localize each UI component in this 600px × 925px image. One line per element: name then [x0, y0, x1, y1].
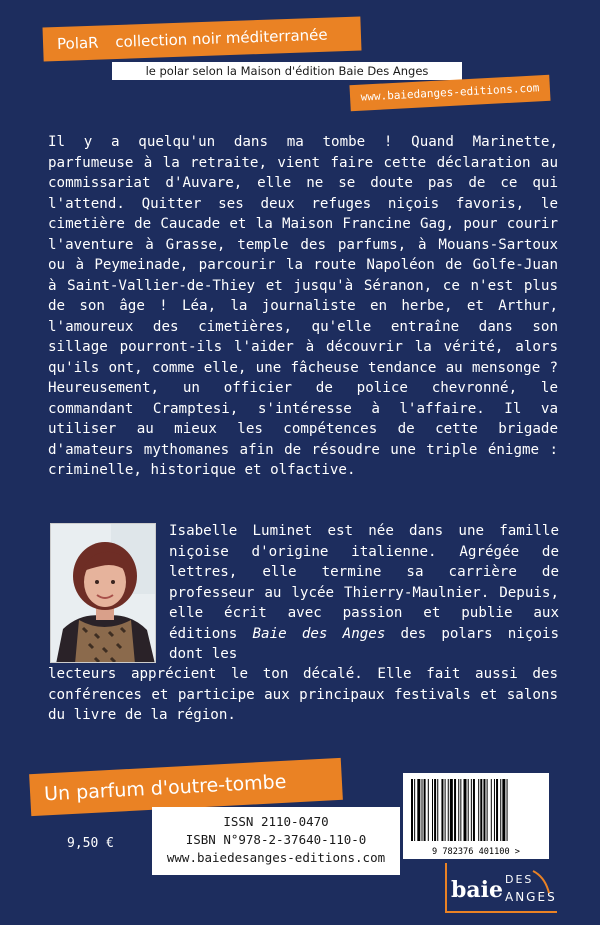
author-bio: [169, 521, 559, 665]
book-price: 9,50 €: [67, 836, 114, 851]
series-collection: collection noir méditerranée: [115, 25, 328, 52]
logo-line1: DES: [505, 873, 534, 886]
website-banner[interactable]: www.baiedanges-editions.com: [349, 75, 550, 111]
book-website[interactable]: www.baiedesanges-editions.com: [166, 850, 386, 865]
barcode: [403, 773, 549, 859]
book-issn: ISSN 2110-0470: [223, 814, 329, 829]
author-bio-part2: des polars niçois dont les: [169, 625, 559, 662]
publisher-logo: [445, 863, 557, 913]
publisher-tagline: le polar selon la Maison d'édition Baie Des Anges: [112, 62, 462, 80]
book-info-box: [152, 807, 400, 875]
book-title-banner: Un parfum d'outre-tombe: [29, 758, 343, 816]
logo-word: baie: [451, 877, 503, 903]
barcode-icon: [403, 773, 549, 845]
synopsis-text: Il y a quelqu'un dans ma tombe ! Quand Marinette, parfumeuse à la retraite, vient faire cette déclaration au commissariat d'Auvare, elle ne se doute pas de ce qui l'attend. Quitter ses deux refuges niçois favoris, le cimetière de Caucade et la Maison Francine Gag, pour courir l'aventure à Grasse, temple des parfums, à Mouans-Sartoux ou à Peymeinade, parcourir la route Napoléon de Golfe-Juan à Saint-Vallier-de-Thiey et jusqu'à Séranon, ce n'est plus de son âge ! Léa, la journaliste en herbe, et Arthur, l'amoureux des cimetières, qu'elle entraîne dans son sillage pourront-ils l'aider à découvrir la vérité, alors qu'ils ont, comme elle, une fâcheuse tendance au mensonge ? Heureusement, un officier de police chevronné, le commandant Cramptesi, s'intéresse à l'affaire. Il va utiliser au mieux les compétences de cette brigade d'amateurs mythomanes afin de résoudre une triple énigme : criminelle, historique et olfactive.: [48, 134, 558, 478]
series-brand: PolaR: [56, 33, 99, 54]
author-portrait-icon: [51, 524, 156, 663]
author-bio-part1: Isabelle Luminet est née dans une famille niçoise d'origine italienne. Agrégée de lettres, elle termine sa carrière de professeur au lycée Thierry-Maulnier. Depuis, elle écrit avec passion et publie aux éditions: [169, 523, 559, 642]
author-bio-publisher: Baie des Anges: [252, 625, 386, 642]
author-photo: [50, 523, 156, 663]
series-banner: [43, 16, 362, 61]
logo-line2: ANGES: [505, 890, 557, 904]
book-isbn: ISBN N°978-2-37640-110-0: [185, 832, 367, 847]
barcode-number: 9 782376 401100 >: [432, 847, 520, 857]
author-bio-tail: lecteurs apprécient le ton décalé. Elle fait aussi des conférences et participe aux principaux festivals et salons du livre de la région.: [48, 666, 558, 723]
